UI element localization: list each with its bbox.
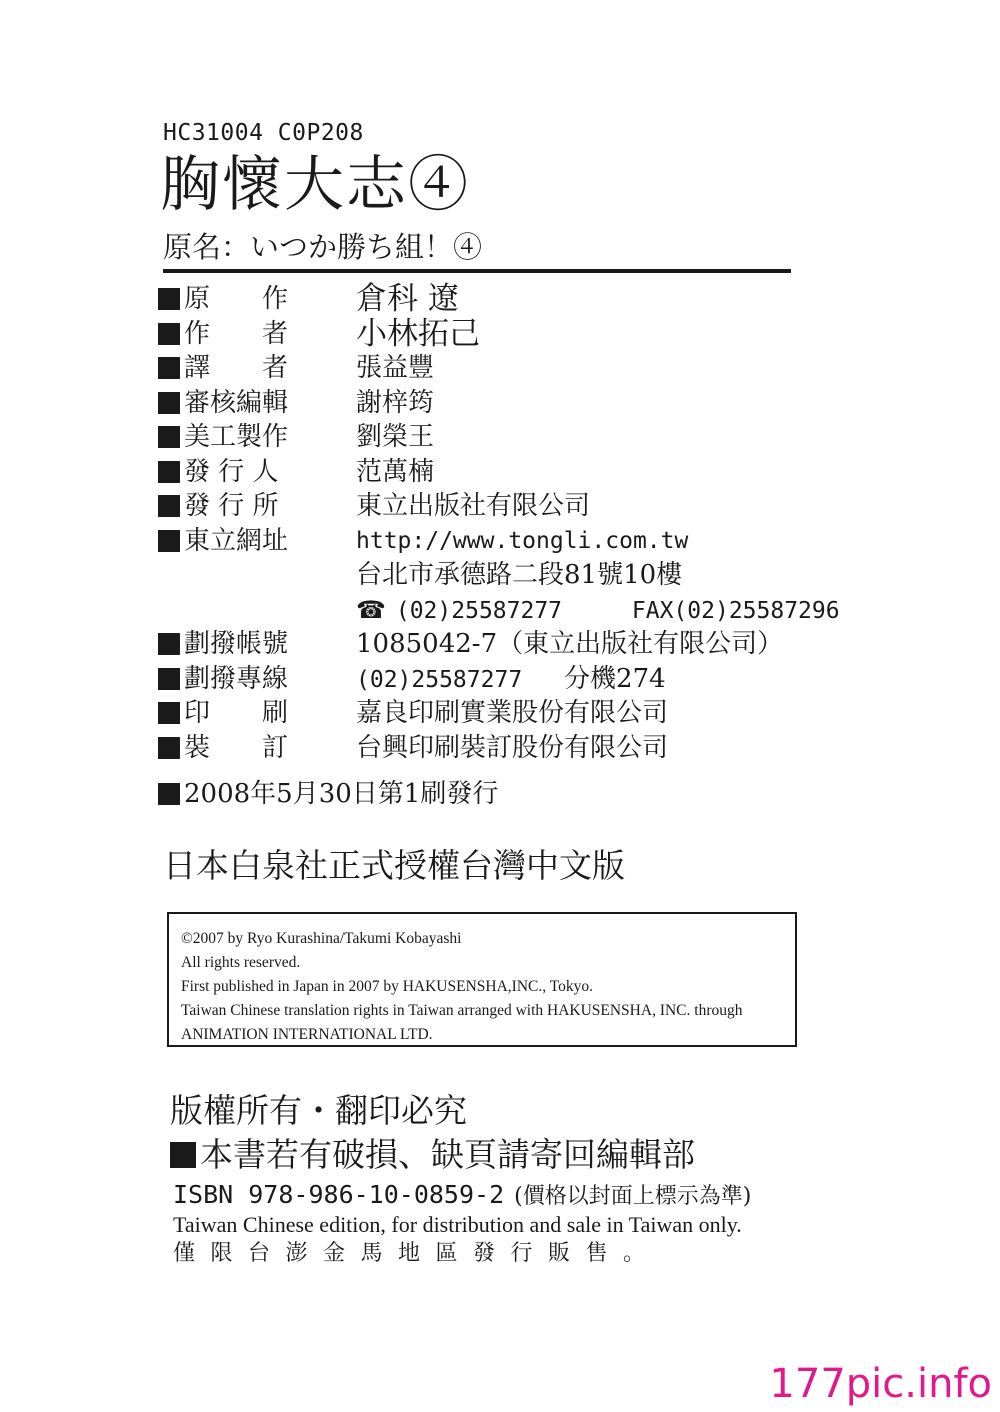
bullet-square-icon bbox=[158, 357, 180, 379]
credits-list bbox=[158, 282, 858, 765]
address: 台北市承德路二段81號10樓 bbox=[356, 560, 683, 590]
copyright-line: Taiwan Chinese translation rights in Taiwan arranged with HAKUSENSHA, INC. through bbox=[181, 1002, 743, 1019]
fax-number: FAX(02)25587296 bbox=[631, 597, 840, 624]
bullet-square-icon bbox=[158, 323, 180, 345]
bullet-square-icon bbox=[158, 288, 180, 310]
credit-label: 發 行 人 bbox=[184, 456, 279, 487]
credit-row bbox=[158, 731, 858, 766]
isbn-line bbox=[173, 1178, 751, 1214]
bullet-square-icon bbox=[158, 461, 180, 483]
bullet-square-icon bbox=[158, 783, 180, 805]
credit-row bbox=[158, 696, 858, 731]
credit-row bbox=[158, 455, 858, 490]
contact-row bbox=[158, 593, 858, 628]
credit-row bbox=[158, 489, 858, 524]
copyright-box bbox=[167, 912, 797, 1047]
original-title: 原名：いつか勝ち組！④ bbox=[163, 230, 483, 264]
copyright-line: ANIMATION INTERNATIONAL LTD. bbox=[181, 1026, 433, 1043]
book-title: 胸懷大志④ bbox=[160, 150, 470, 220]
damage-notice-text: 本書若有破損、缺頁請寄回編輯部 bbox=[200, 1135, 695, 1174]
price-note: (價格以封面上標示為準) bbox=[514, 1184, 752, 1209]
credit-value: 小林拓己 bbox=[356, 315, 480, 352]
bullet-square-icon bbox=[158, 737, 180, 759]
bullet-square-icon bbox=[158, 668, 180, 690]
address-row bbox=[158, 558, 858, 593]
credit-label: 審核編輯 bbox=[184, 387, 289, 418]
edition-note: Taiwan Chinese edition, for distribution and sale in Taiwan only. bbox=[173, 1212, 742, 1237]
copyright-line: All rights reserved. bbox=[181, 954, 301, 971]
distribution-note: 僅限台澎金馬地區發行販售。 bbox=[173, 1241, 661, 1266]
damage-notice bbox=[170, 1134, 695, 1176]
credit-value: 劉榮王 bbox=[356, 422, 435, 452]
credit-value: 東立出版社有限公司 bbox=[356, 491, 591, 521]
rights-reserved: 版權所有・翻印必究 bbox=[170, 1091, 467, 1130]
book-code: HC31004 C0P208 bbox=[163, 120, 364, 146]
credit-row bbox=[158, 317, 858, 352]
bullet-square-icon bbox=[170, 1142, 196, 1168]
credit-row bbox=[158, 386, 858, 421]
credit-row bbox=[158, 524, 858, 559]
bullet-square-icon bbox=[158, 633, 180, 655]
credit-row bbox=[158, 627, 858, 662]
copyright-line: ©2007 by Ryo Kurashina/Takumi Kobayashi bbox=[181, 930, 462, 947]
credit-row bbox=[158, 351, 858, 386]
credit-label: 譯 者 bbox=[184, 353, 289, 383]
phone-number: (02)25587277 bbox=[395, 597, 563, 624]
credit-row bbox=[158, 420, 858, 455]
credit-label: 劃撥帳號 bbox=[184, 629, 289, 659]
credit-row bbox=[158, 662, 858, 697]
credit-label: 裝 訂 bbox=[184, 732, 289, 763]
credit-label: 原 作 bbox=[184, 284, 289, 314]
credit-label: 東立網址 bbox=[184, 525, 289, 556]
credit-value: 台興印刷裝訂股份有限公司 bbox=[356, 732, 669, 763]
first-print-text: 2008年5月30日第1刷發行 bbox=[184, 779, 499, 809]
credit-row bbox=[158, 282, 858, 317]
isbn: ISBN 978-986-10-0859-2 bbox=[173, 1180, 505, 1209]
telephone-icon: ☎ bbox=[356, 595, 386, 624]
credit-value: 謝梓筠 bbox=[356, 387, 435, 418]
website-url[interactable]: http://www.tongli.com.tw bbox=[356, 527, 689, 554]
credit-value: 倉科 遼 bbox=[356, 281, 459, 317]
title-divider bbox=[163, 269, 791, 273]
bullet-square-icon bbox=[158, 530, 180, 552]
bullet-square-icon bbox=[158, 495, 180, 517]
copyright-line: First published in Japan in 2007 by HAKUSENSHA,INC., Tokyo. bbox=[181, 978, 593, 995]
credit-value: 1085042-7（東立出版社有限公司） bbox=[356, 629, 784, 659]
credit-value: 范萬楠 bbox=[356, 456, 435, 487]
bullet-square-icon bbox=[158, 702, 180, 724]
extension: 分機274 bbox=[564, 663, 666, 694]
credit-value: (02)25587277 bbox=[356, 666, 523, 693]
bullet-square-icon bbox=[158, 426, 180, 448]
credit-value: 張益豐 bbox=[356, 353, 435, 383]
credit-label: 美工製作 bbox=[184, 422, 289, 452]
site-watermark: 177pic.info bbox=[769, 1361, 992, 1407]
credit-label: 發 行 所 bbox=[184, 491, 279, 521]
first-print-date bbox=[158, 777, 498, 811]
credit-label: 作 者 bbox=[184, 318, 289, 349]
credit-label: 劃撥專線 bbox=[184, 663, 289, 694]
authorization-notice: 日本白泉社正式授權台灣中文版 bbox=[163, 846, 625, 885]
credit-label: 印 刷 bbox=[184, 698, 289, 728]
bullet-square-icon bbox=[158, 392, 180, 414]
credit-value: 嘉良印刷實業股份有限公司 bbox=[356, 698, 669, 728]
